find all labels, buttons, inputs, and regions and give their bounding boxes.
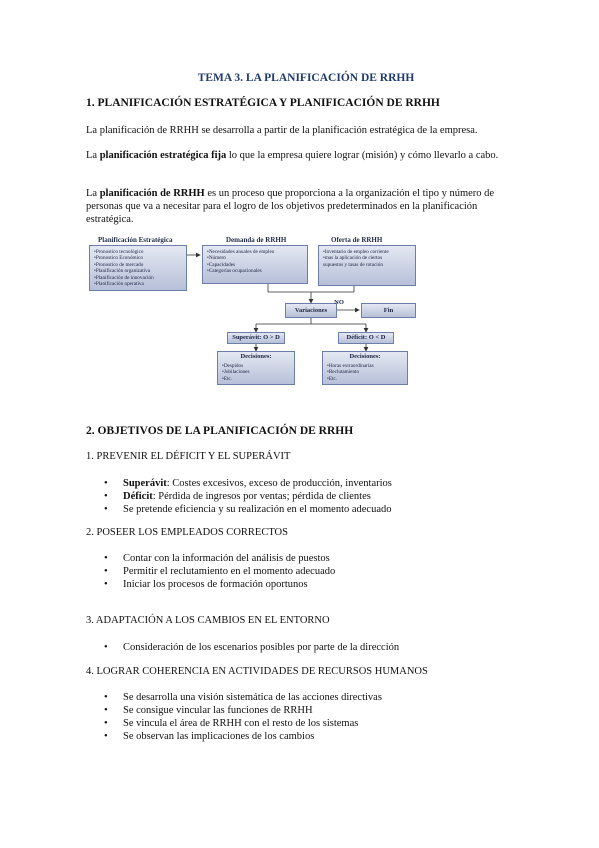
estrategica-items	[90, 246, 158, 290]
diagram-item: •Necesidades anuales de empleo	[207, 249, 275, 255]
diagram-item: •Pronostico de mercado	[94, 261, 144, 268]
diagram-item: •Pronostico Económico	[94, 255, 143, 262]
fin-box: Fin	[361, 303, 416, 318]
oferta-title: Oferta de RRHH	[331, 236, 383, 244]
list-item: • Contar con la información del análisis de puestos	[86, 552, 335, 565]
bold-term: planificación de RRHH	[99, 188, 205, 199]
list-item	[86, 490, 392, 503]
decisiones-right-items	[323, 360, 378, 385]
text-run: : Pérdida de ingresos por ventas; pérdida de clientes	[152, 491, 371, 502]
diagram-item: •Reclutamiento	[327, 369, 360, 376]
estrategica-title: Planificación Estratégica	[98, 236, 173, 244]
variaciones-box: Variaciones	[285, 303, 337, 318]
section2-heading: 2. OBJETIVOS DE LA PLANIFICACIÓN DE RRHH	[86, 425, 354, 437]
diagram-item: •Etc.	[327, 375, 338, 382]
text-run: : Costes excesivos, exceso de producción, inventarios	[166, 478, 392, 489]
objective-3-heading: 3. ADAPTACIÓN A LOS CAMBIOS EN EL ENTORNO	[86, 615, 330, 626]
bold-term: planificación estratégica fija	[99, 150, 227, 161]
diagram-item: •Horas extraordinarias	[327, 363, 374, 369]
diagram-item: •Categorías ocupacionales	[207, 268, 262, 275]
objective-4-list	[86, 691, 382, 743]
list-item: • Iniciar los procesos de formación oportunos	[86, 578, 335, 591]
decisiones-right-box	[322, 351, 408, 385]
deficit-box: Déficit: O < D	[338, 332, 394, 344]
objective-3-list	[86, 641, 399, 654]
section1-paragraph-1: La planificación de RRHH se desarrolla a partir de la planificación estratégica de la empresa.	[86, 125, 478, 136]
diagram-item: •Etc.	[222, 375, 233, 382]
diagram-item: •Planificación organizativa	[94, 268, 151, 275]
list-item: • Permitir el reclutamiento en el momento adecuado	[86, 565, 335, 578]
text-run: lo que la empresa quiere lograr (misión) y cómo llevarlo a cabo.	[226, 150, 499, 161]
diagram-item: •Jubilaciones	[222, 369, 250, 376]
diagram-item: •mas la aplicación de ciertos	[323, 255, 383, 262]
section1-heading: 1. PLANIFICACIÓN ESTRATÉGICA Y PLANIFICACIÓN DE RRHH	[86, 97, 440, 109]
list-item: • Se vincula el área de RRHH con el resto de los sistemas	[86, 717, 382, 730]
page-title: TEMA 3. LA PLANIFICACIÓN DE RRHH	[197, 72, 415, 84]
no-label: NO	[334, 299, 344, 306]
diagram-item: supuestos y tasas de rotación	[323, 261, 383, 268]
list-item: • Se consigue vincular las funciones de RRHH	[86, 704, 382, 717]
diagram-item: •Planificación operativa	[94, 281, 144, 288]
section1-paragraph-2	[86, 149, 516, 162]
text-run: La	[86, 150, 100, 161]
objective-1-list	[86, 477, 392, 516]
decisiones-left-title: Decisiones:	[240, 353, 272, 360]
diagram-item: •Despidos	[222, 363, 244, 369]
list-item	[86, 477, 392, 490]
section1-paragraph-3	[86, 187, 516, 226]
rrhh-planning-diagram	[86, 234, 416, 389]
objective-2-heading: 2. POSEER LOS EMPLEADOS CORRECTOS	[86, 527, 288, 538]
demanda-box	[202, 245, 308, 284]
bold-term: Superávit	[123, 478, 167, 489]
list-item	[86, 503, 392, 516]
list-item: • Consideración de los escenarios posibles por parte de la dirección	[86, 641, 399, 654]
objective-2-list	[86, 552, 335, 591]
decisiones-right-title: Decisiones:	[349, 353, 381, 360]
diagram-item: •Número	[207, 255, 226, 262]
text-run: Se pretende eficiencia y su realización en el momento adecuado	[123, 504, 392, 515]
oferta-items	[319, 246, 393, 271]
oferta-box	[318, 245, 416, 286]
decisiones-left-items	[218, 360, 253, 385]
objective-1-heading: 1. PREVENIR EL DÉFICIT Y EL SUPERÁVIT	[86, 451, 291, 462]
estrategica-box	[89, 245, 187, 291]
diagram-item: •Capacidades	[207, 261, 236, 268]
demanda-title: Demanda de RRHH	[226, 236, 287, 244]
diagram-item: •Planificación de innovación	[94, 274, 154, 281]
objective-4-heading: 4. LOGRAR COHERENCIA EN ACTIVIDADES DE RECURSOS HUMANOS	[86, 666, 428, 677]
bold-term: Déficit	[123, 491, 153, 502]
list-item: • Se desarrolla una visión sistemática de las acciones directivas	[86, 691, 382, 704]
text-run: es un proceso que proporciona a la organización el tipo y número de personas que va a necesitar para el logro de los objetivos predeterminados en la planificación estratégica.	[86, 188, 495, 225]
decisiones-left-box	[217, 351, 295, 385]
demanda-items	[203, 246, 278, 278]
superavit-box: Superávit: O > D	[227, 332, 285, 344]
list-item: • Se observan las implicaciones de los cambios	[86, 730, 382, 743]
diagram-item: •Inventario de empleo corriente	[323, 249, 389, 255]
text-run: La	[86, 188, 100, 199]
diagram-item: •Pronostico tecnológico	[94, 249, 144, 255]
